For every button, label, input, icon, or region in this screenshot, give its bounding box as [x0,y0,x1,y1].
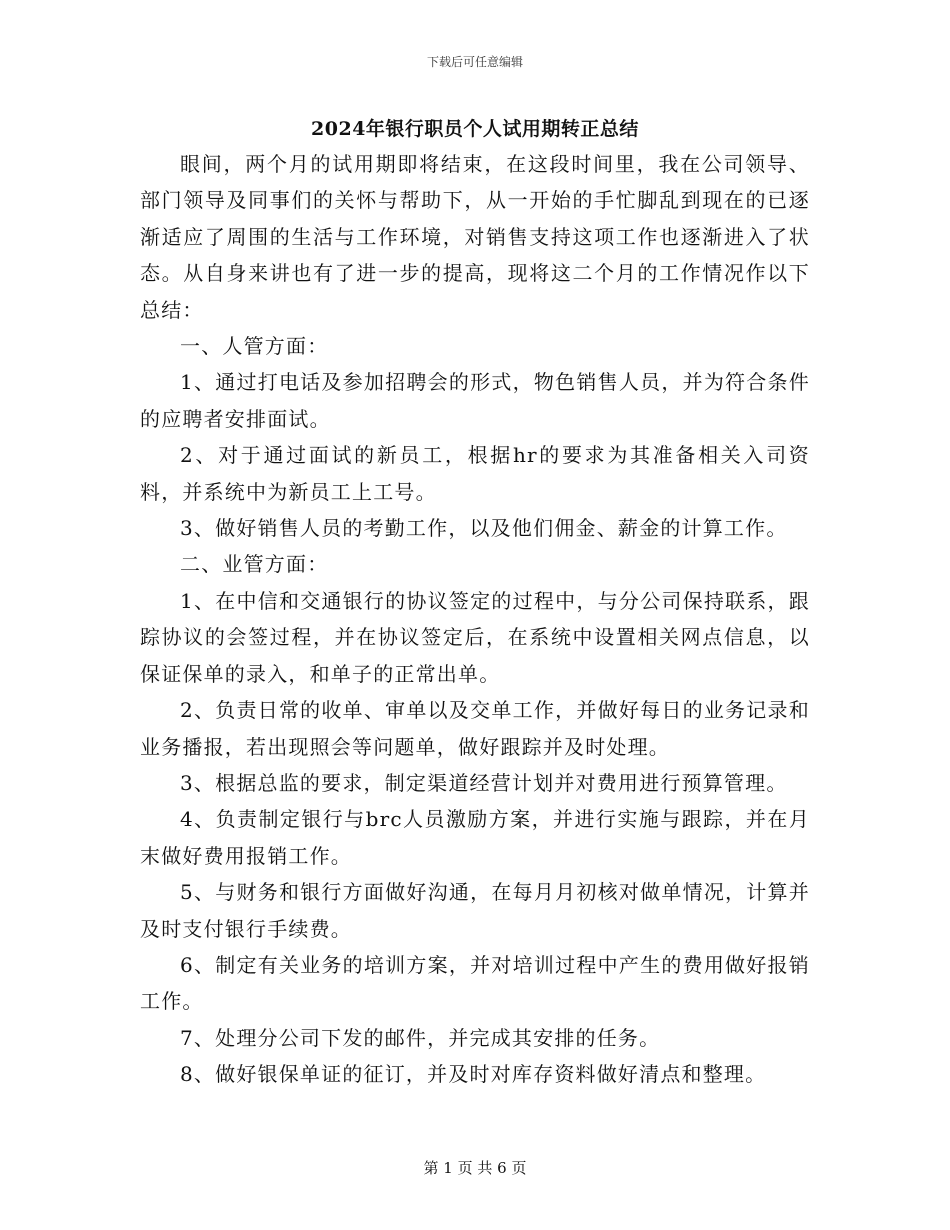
paragraph-business-6: 6、制定有关业务的培训方案，并对培训过程中产生的费用做好报销工作。 [140,952,810,1014]
paragraph-personnel-3: 3、做好销售人员的考勤工作，以及他们佣金、薪金的计算工作。 [180,516,788,541]
header-note: 下载后可任意编辑 [426,55,523,69]
document-title: 2024年银行职员个人试用期转正总结 [311,118,639,140]
paragraph-business-8: 8、做好银保单证的征订，并及时对库存资料做好清点和整理。 [180,1062,767,1087]
paragraph-business-5: 5、与财务和银行方面做好沟通，在每月月初核对做单情况，计算并及时支付银行手续费。 [140,880,810,941]
document-body [140,146,810,1093]
paragraph-personnel-2: 2、对于通过面试的新员工，根据hr的要求为其准备相关入司资料，并系统中为新员工上工号。 [140,443,810,504]
paragraph-business-3: 3、根据总监的要求，制定渠道经营计划并对费用进行预算管理。 [180,770,788,795]
paragraph-business-1: 1、在中信和交通银行的协议签定的过程中，与分公司保持联系，跟踪协议的会签过程，并在协议签定后，在系统中设置相关网点信息，以保证保单的录入，和单子的正常出单。 [140,588,810,686]
section-heading-business: 二、业管方面： [180,552,329,577]
paragraph-business-7: 7、处理分公司下发的邮件，并完成其安排的任务。 [180,1025,661,1050]
section-heading-personnel: 一、人管方面： [180,334,329,359]
paragraph-business-2: 2、负责日常的收单、审单以及交单工作，并做好每日的业务记录和业务播报，若出现照会等问题单，做好跟踪并及时处理。 [140,698,810,759]
paragraph-intro: 眼间，两个月的试用期即将结束，在这段时间里，我在公司领导、部门领导及同事们的关怀与帮助下，从一开始的手忙脚乱到现在的已逐渐适应了周围的生活与工作环境，对销售支持这项工作也逐渐进入了状态。从自身来讲也有了进一步的提高，现将这二个月的工作情况作以下总结： [140,152,810,322]
page-number: 第 1 页 共 6 页 [423,1159,527,1177]
paragraph-business-4: 4、负责制定银行与brc人员激励方案，并进行实施与跟踪，并在月末做好费用报销工作。 [140,807,810,868]
paragraph-personnel-1: 1、通过打电话及参加招聘会的形式，物色销售人员，并为符合条件的应聘者安排面试。 [140,370,810,431]
